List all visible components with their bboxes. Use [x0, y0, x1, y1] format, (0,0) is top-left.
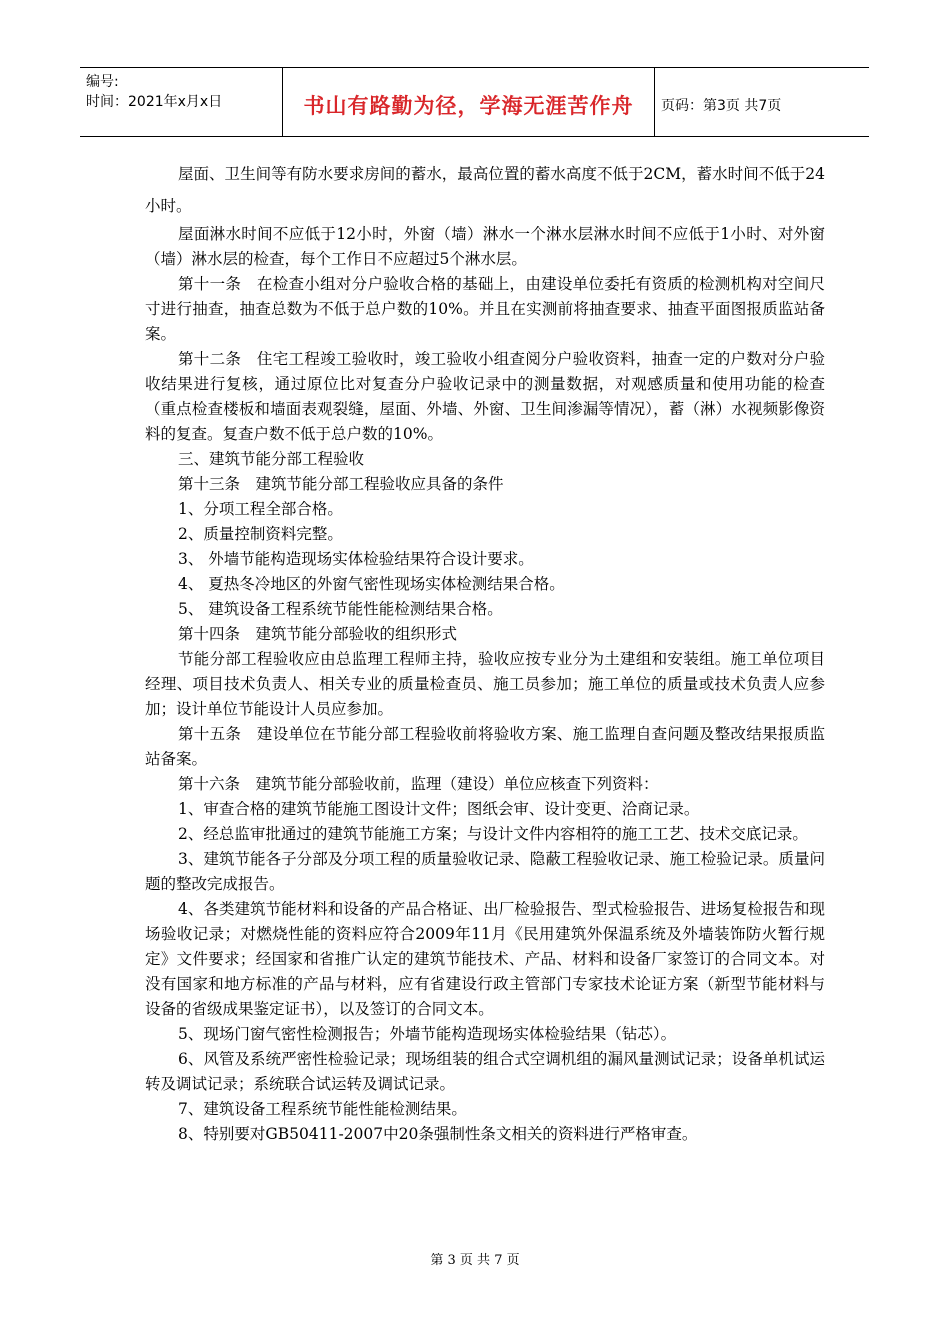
- document-number-label: 编号:: [86, 74, 119, 90]
- paragraph: 第十二条 住宅工程竣工验收时，竣工验收小组查阅分户验收资料，抽查一定的户数对分户验收结果进行复核，通过原位比对复查分户验收记录中的测量数据，对观感质量和使用功能的检查（重点检查楼板和墙面表观裂缝，屋面、外墙、外窗、卫生间渗漏等情况），蓄（淋）水视频影像资料的复查。复查户数不低于总户数的10%。: [145, 350, 825, 443]
- page-header: [80, 67, 869, 137]
- paragraph: 节能分部工程验收应由总监理工程师主持，验收应按专业分为土建组和安装组。施工单位项目经理、项目技术负责人、相关专业的质量检查员、施工员参加；施工单位的质量或技术负责人应参加；设计单位节能设计人员应参加。: [145, 650, 825, 718]
- list-item: 3、 外墙节能构造现场实体检验结果符合设计要求。: [178, 550, 534, 568]
- list-item: 1、分项工程全部合格。: [178, 500, 343, 518]
- list-item: 1、审查合格的建筑节能施工图设计文件；图纸会审、设计变更、洽商记录。: [178, 800, 700, 818]
- header-meta: [80, 68, 283, 136]
- list-item: 4、各类建筑节能材料和设备的产品合格证、出厂检验报告、型式检验报告、进场复检报告和现场验收记录；对燃烧性能的资料应符合2009年11月《民用建筑外保温系统及外墙装饰防火暂行规定》文件要求；经国家和省推广认定的建筑节能技术、产品、材料和设备厂家签订的合同文本。对没有国家和地方标准的产品与材料，应有省建设行政主管部门专家技术论证方案（新型节能材料与设备的省级成果鉴定证书），以及签订的合同文本。: [145, 900, 825, 1018]
- header-motto: 书山有路勤为径，学海无涯苦作舟: [283, 68, 655, 136]
- list-item: 5、现场门窗气密性检测报告；外墙节能构造现场实体检验结果（钻芯）。: [178, 1025, 677, 1043]
- header-page-info: 页码：第3页 共7页: [661, 98, 782, 114]
- article-heading: 第十三条 建筑节能分部工程验收应具备的条件: [178, 475, 504, 493]
- paragraph: 第十五条 建设单位在节能分部工程验收前将验收方案、施工监理自查问题及整改结果报质监站备案。: [145, 725, 825, 768]
- page-footer: 第 3 页 共 7 页: [430, 1253, 520, 1268]
- document-time-label: 时间：2021年x月x日: [86, 94, 223, 110]
- article-heading: 第十六条 建筑节能分部验收前，监理（建设）单位应核查下列资料：: [178, 775, 659, 793]
- list-item: 2、质量控制资料完整。: [178, 525, 343, 543]
- list-item: 8、特别要对GB50411-2007中20条强制性条文相关的资料进行严格审查。: [178, 1125, 698, 1143]
- list-item: 4、 夏热冬冷地区的外窗气密性现场实体检测结果合格。: [178, 575, 565, 593]
- list-item: 5、 建筑设备工程系统节能性能检测结果合格。: [178, 600, 503, 618]
- list-item: 3、建筑节能各子分部及分项工程的质量验收记录、隐蔽工程验收记录、施工检验记录。质量问题的整改完成报告。: [145, 850, 825, 893]
- list-item: 2、经总监审批通过的建筑节能施工方案；与设计文件内容相符的施工工艺、技术交底记录。: [178, 825, 808, 843]
- list-item: 6、风管及系统严密性检验记录；现场组装的组合式空调机组的漏风量测试记录；设备单机试运转及调试记录；系统联合试运转及调试记录。: [145, 1050, 825, 1093]
- paragraph: 屋面、卫生间等有防水要求房间的蓄水，最高位置的蓄水高度不低于2CM，蓄水时间不低于24小时。: [145, 165, 825, 215]
- paragraph: 屋面淋水时间不应低于12小时，外窗（墙）淋水一个淋水层淋水时间不应低于1小时、对外窗（墙）淋水层的检查，每个工作日不应超过5个淋水层。: [145, 225, 825, 268]
- document-body: [145, 158, 825, 1147]
- article-heading: 第十四条 建筑节能分部验收的组织形式: [178, 625, 458, 643]
- list-item: 7、建筑设备工程系统节能性能检测结果。: [178, 1100, 467, 1118]
- paragraph: 第十一条 在检查小组对分户验收合格的基础上，由建设单位委托有资质的检测机构对空间尺寸进行抽查，抽查总数为不低于总户数的10%。并且在实测前将抽查要求、抽查平面图报质监站备案。: [145, 275, 825, 343]
- section-heading: 三、建筑节能分部工程验收: [178, 450, 365, 468]
